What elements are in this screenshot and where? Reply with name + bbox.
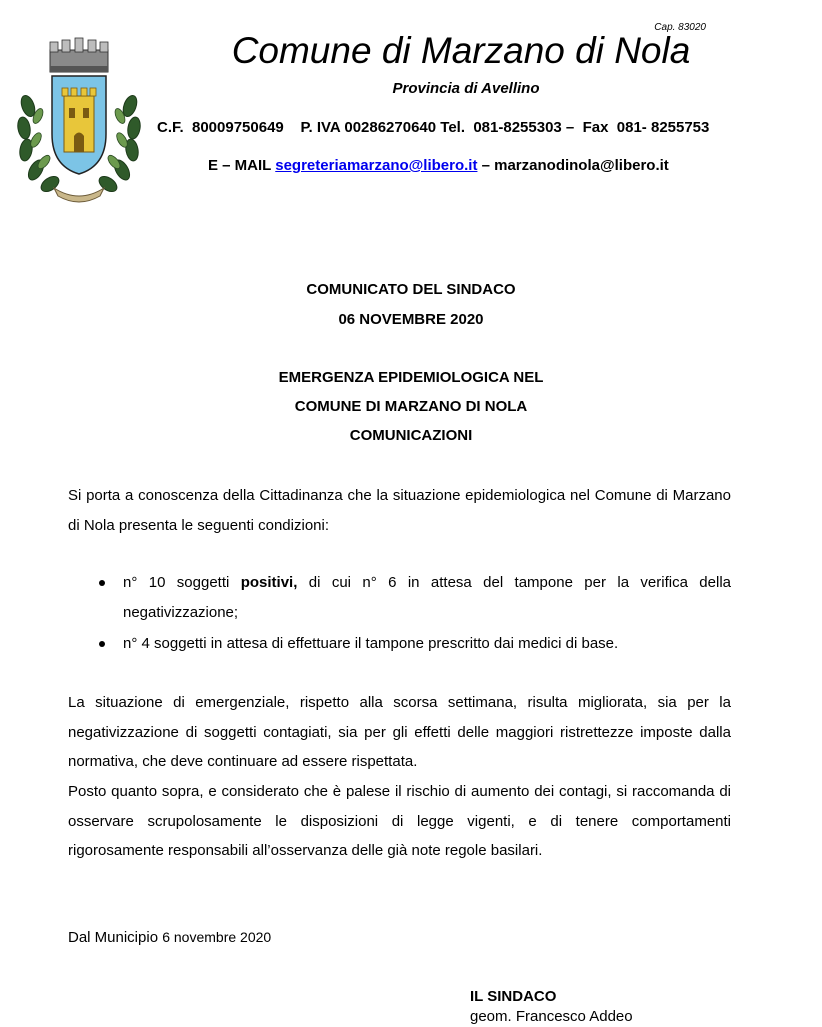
communique-heading: COMUNICATO DEL SINDACO [306, 281, 516, 298]
bullet-1-bold: positivi, [240, 574, 298, 591]
bullet-1-post: di cui n° 6 in attesa del tampone per la verifica della negativizzazione; [123, 574, 731, 621]
province-line: Provincia di Avellino [392, 80, 540, 97]
email-link[interactable]: segreteriamarzano@libero.it [275, 157, 478, 174]
communique-date: 06 NOVEMBRE 2020 [338, 311, 484, 328]
signature-name: geom. Francesco Addeo [470, 1008, 633, 1025]
recommendation-paragraph: Posto quanto sopra, e considerato che è palese il rischio di aumento dei contagi, si raccomanda di osservare scrupolosamente le disposizioni di legge vigenti, e di tenere comportamenti rigorosamente responsabili all’osservanza delle già note regole basilari. [68, 783, 731, 859]
place-date-line [68, 929, 271, 946]
situation-paragraph: La situazione di emergenziale, rispetto alla scorsa settimana, risulta migliorata, sia per la negativizzazione di soggetti contagiati, sia per gli effetti delle maggiori ristrettezze imposte dalla normativa, che deve continuare ad essere rispettata. [68, 694, 731, 770]
municipality-title: Comune di Marzano di Nola [231, 30, 691, 71]
list-item [68, 629, 731, 659]
signature-role: IL SINDACO [470, 988, 557, 1005]
email-line [208, 157, 669, 174]
subject-line-2: COMUNE DI MARZANO DI NOLA [294, 398, 528, 415]
email-suffix: – marzanodinola@libero.it [477, 157, 669, 174]
place-date: 6 novembre 2020 [162, 929, 272, 945]
conditions-list [68, 568, 731, 661]
subject-line-1: EMERGENZA EPIDEMIOLOGICA NEL [278, 369, 544, 386]
email-prefix: E – MAIL [208, 157, 276, 174]
place-label: Dal Municipio [68, 929, 163, 946]
contact-fiscal-line: C.F. 80009750649 P. IVA 00286270640 Tel. 081-8255303 – Fax 081- 8255753 [157, 119, 710, 136]
bullet-2-text: n° 4 soggetti in attesa di effettuare il tampone prescritto dai medici di base. [123, 635, 619, 652]
intro-paragraph: Si porta a conoscenza della Cittadinanza che la situazione epidemiologica nel Comune di Marzano di Nola presenta le seguenti condizioni: [68, 487, 731, 534]
bullet-icon [99, 641, 105, 647]
bullet-icon [99, 580, 105, 586]
postal-code: Cap. 83020 [654, 22, 706, 33]
bullet-1-pre: n° 10 soggetti [123, 574, 241, 591]
list-item [68, 568, 731, 627]
subject-line-3: COMUNICAZIONI [349, 427, 473, 444]
